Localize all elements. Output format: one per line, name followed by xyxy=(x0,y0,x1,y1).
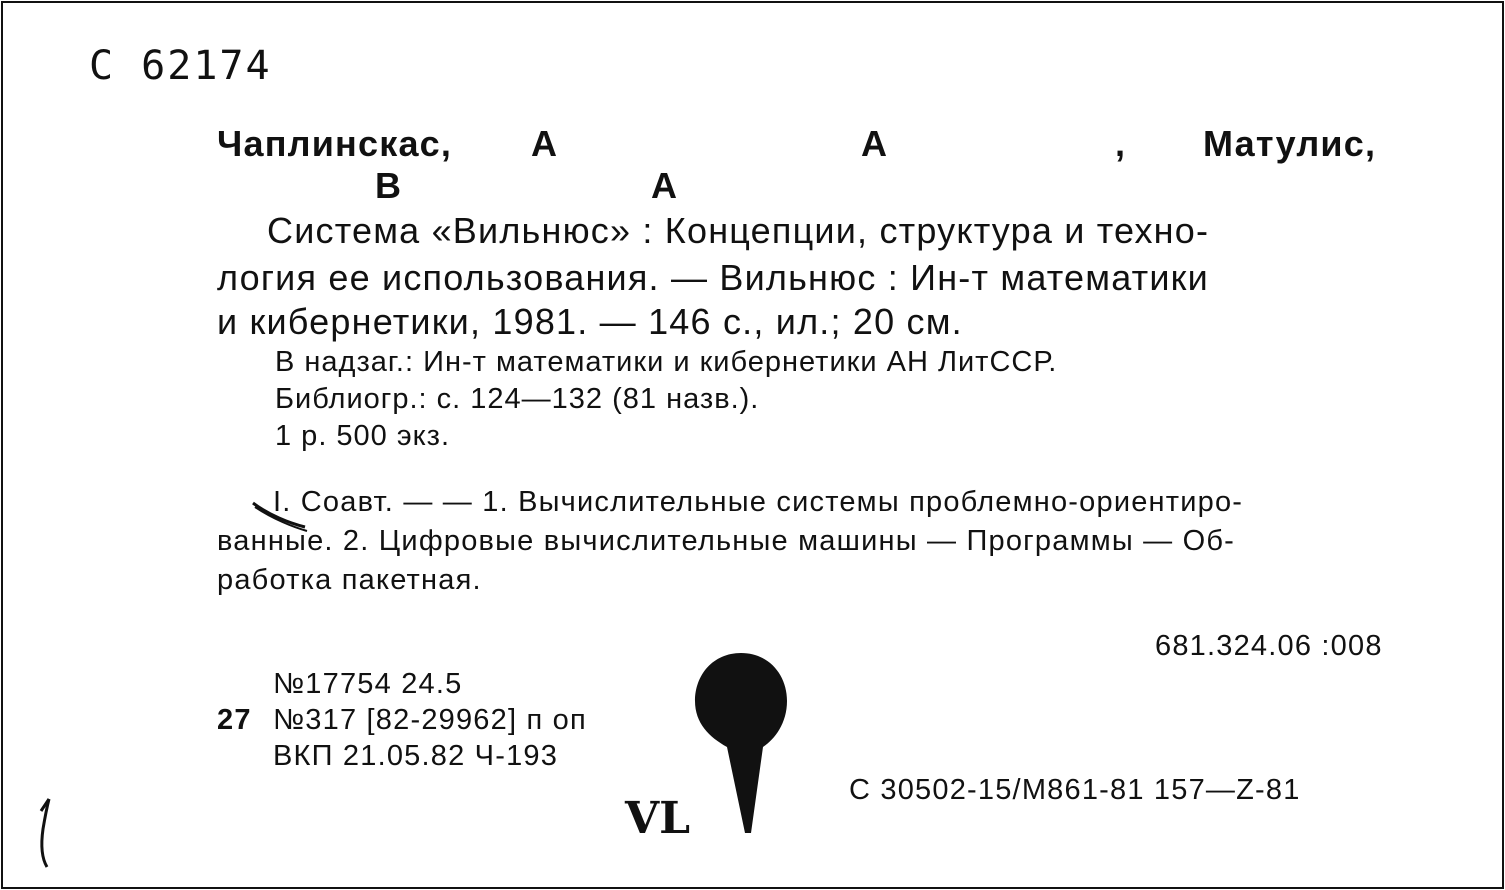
subject-line-3: работка пакетная. xyxy=(217,564,482,596)
record-line-1: №17754 24.5 xyxy=(273,668,463,700)
author-initial-3: В xyxy=(375,165,403,206)
subject-line-1: I. Соавт. — — 1. Вычислительные системы проблемно-ориентиро- xyxy=(273,486,1244,518)
author-initial-2: А xyxy=(861,123,889,164)
note-line-3: 1 р. 500 экз. xyxy=(275,420,451,452)
stamp-number: C 62174 xyxy=(89,43,272,89)
author-surname-1: Чаплинскас, xyxy=(217,123,453,164)
note-line-2: Библиогр.: с. 124—132 (81 назв.). xyxy=(275,383,760,415)
record-line-2: №317 [82-29962] п оп xyxy=(273,704,587,736)
title-line-3: и кибернетики, 1981. — 146 с., ил.; 20 см. xyxy=(217,301,963,342)
title-line-1: Система «Вильнюс» : Концепции, структура и техно- xyxy=(267,210,1210,251)
bottom-code: С 30502-15/М861-81 157—Z-81 xyxy=(849,774,1301,806)
author-initial-4: А xyxy=(651,165,679,206)
title-line-2: логия ее использования. — Вильнюс : Ин-т математики xyxy=(217,257,1209,298)
author-surname-2: Матулис, xyxy=(1203,123,1377,164)
record-prefix: 27 xyxy=(217,704,252,736)
author-initial-1: А xyxy=(531,123,559,164)
note-line-1: В надзаг.: Ин-т математики и кибернетики АН ЛитССР. xyxy=(275,346,1058,378)
catalog-card xyxy=(1,1,1504,889)
author-comma: , xyxy=(1115,123,1127,164)
handwritten-margin-mark xyxy=(27,795,67,875)
subject-line-2: ванные. 2. Цифровые вычислительные машины — Программы — Об- xyxy=(217,525,1236,557)
udc-code: 681.324.06 :008 xyxy=(1155,630,1383,662)
record-line-3: ВКП 21.05.82 Ч-193 xyxy=(273,740,559,772)
vl-mark: VL xyxy=(625,793,691,844)
punch-hole-mark xyxy=(691,651,791,836)
